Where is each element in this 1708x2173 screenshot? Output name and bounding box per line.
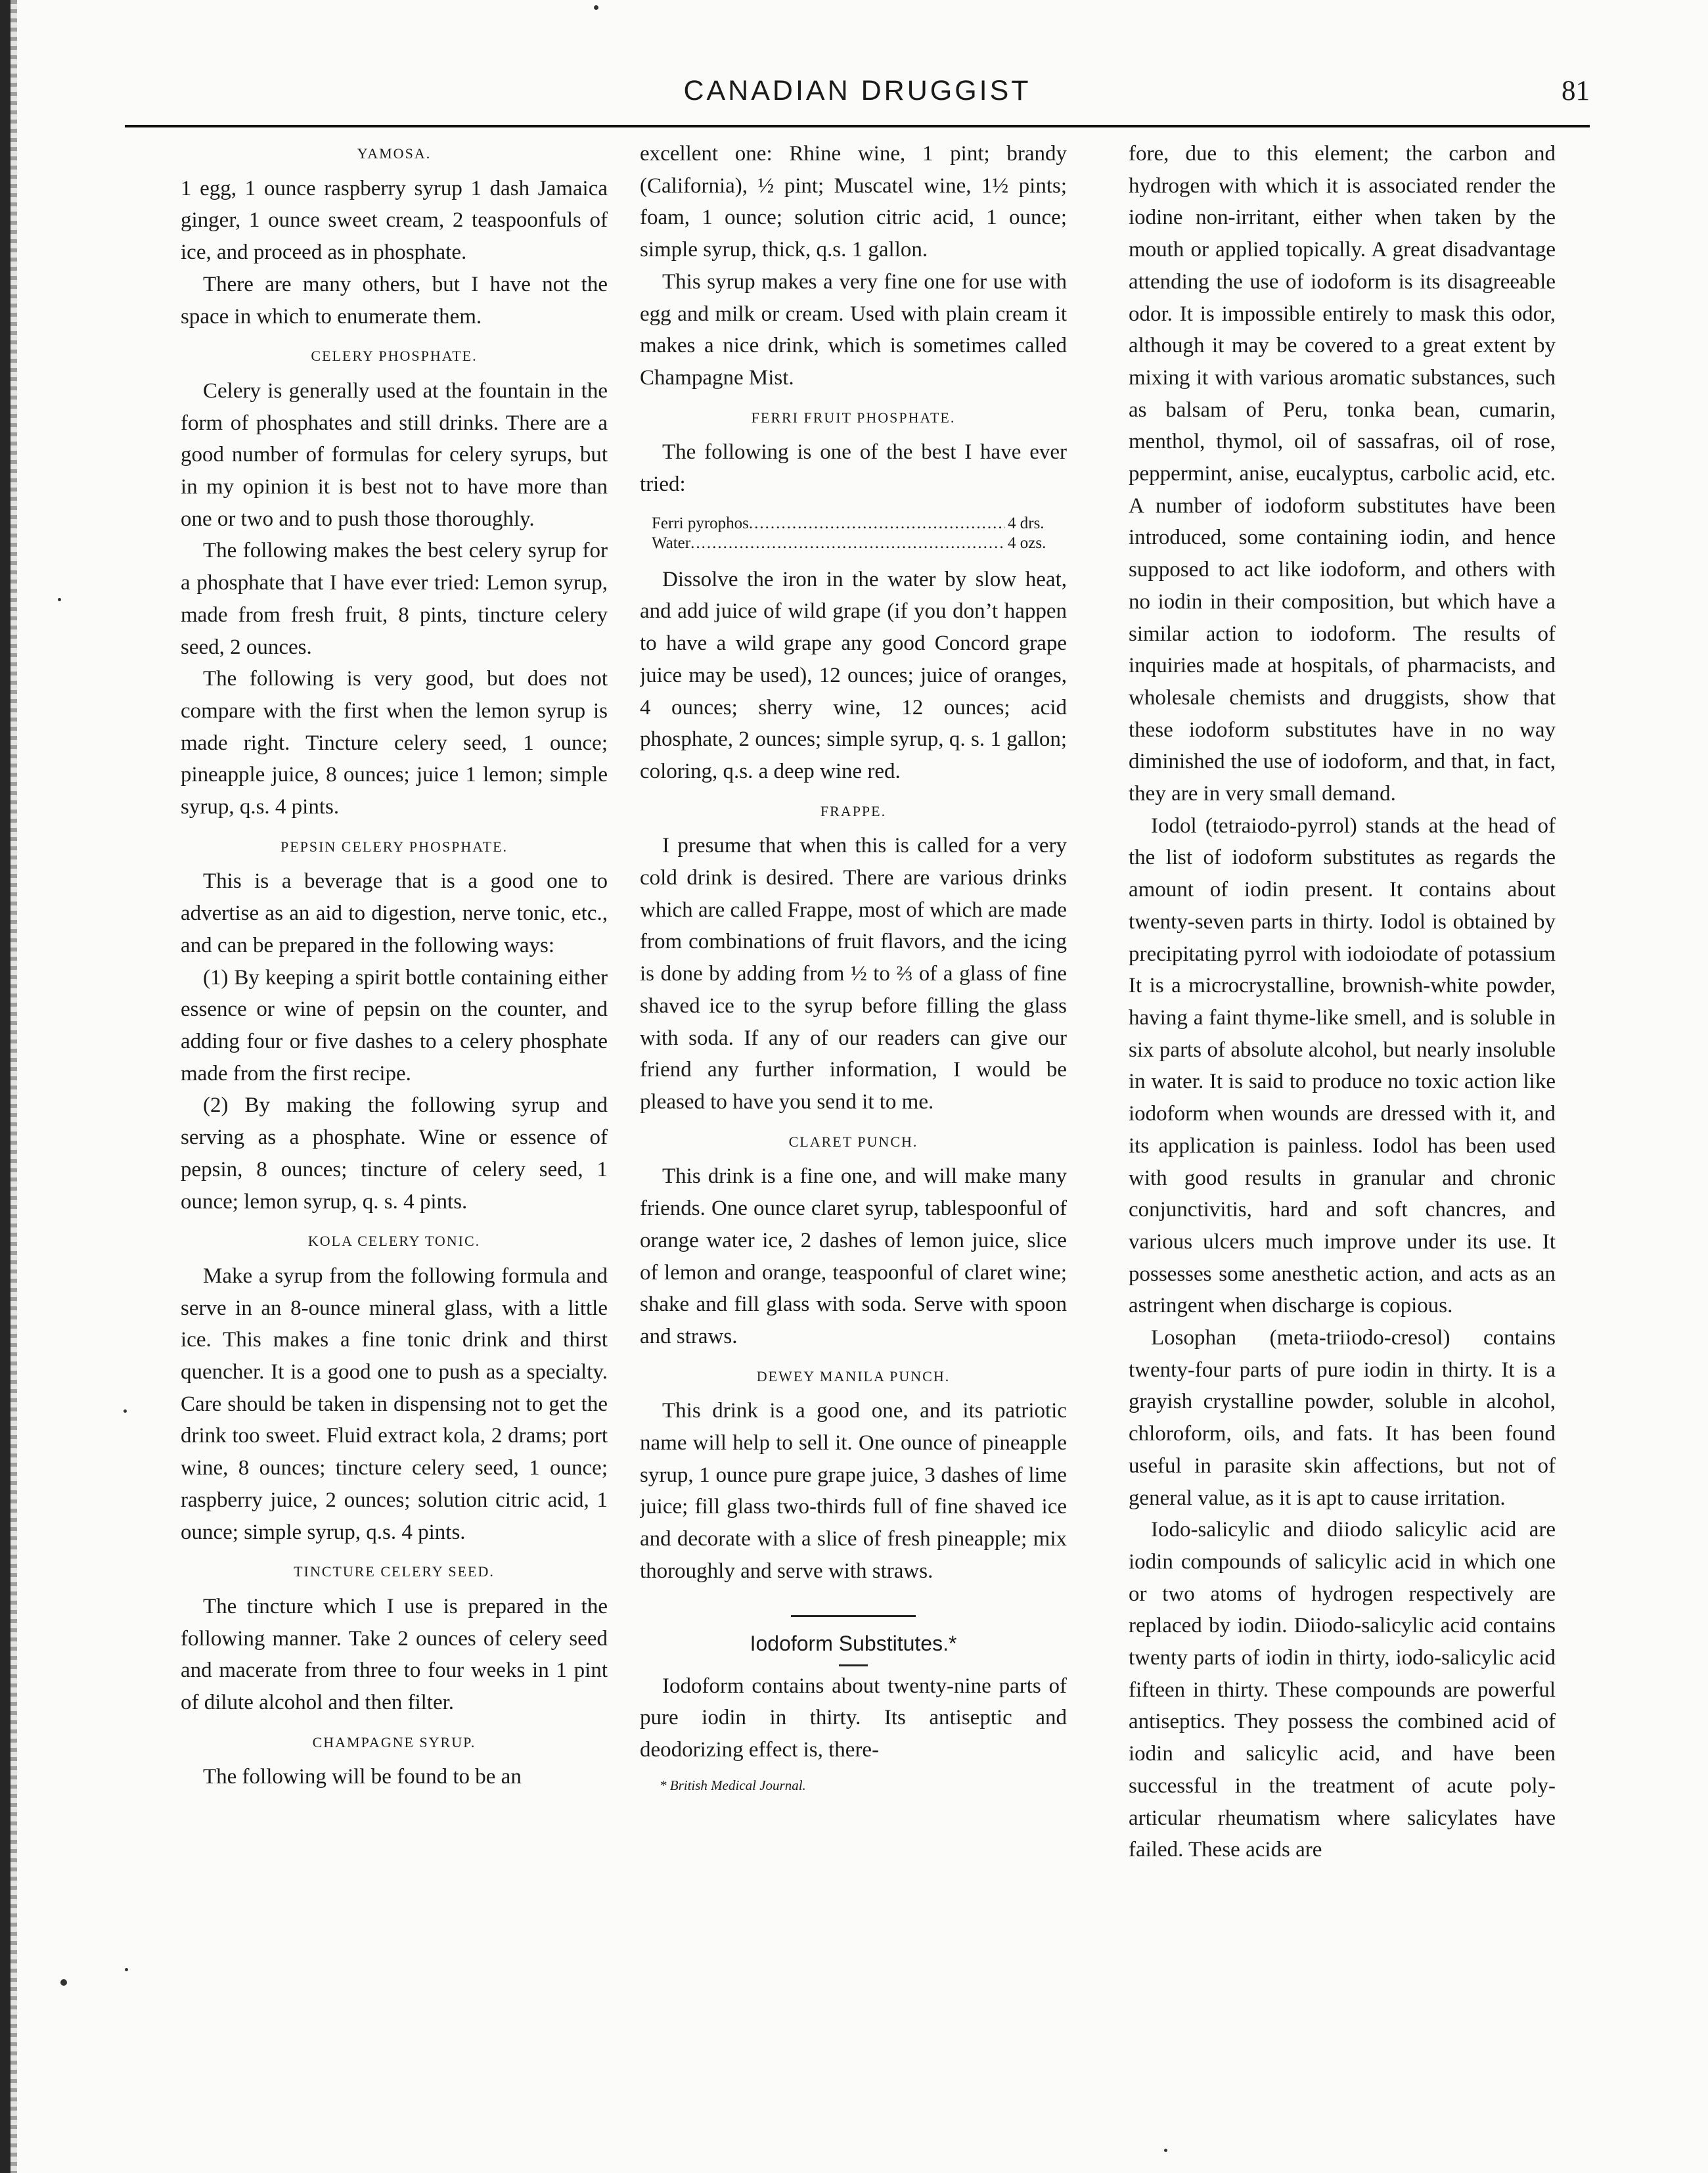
paragraph: The following makes the best celery syrup for a phosphate that I have ever tried: Lemon syrup, made from fresh fruit, 8 pints, tincture celery seed, 2 ounces.: [181, 539, 608, 659]
section-heading-frappe: FRAPPE.: [820, 802, 887, 819]
section-heading-tincture-celery-seed: TINCTURE CELERY SEED.: [294, 1563, 495, 1580]
paragraph: Dissolve the iron in the water by slow heat, and add juice of wild grape (if you don’t happen to have a wild grape any good Concord grape juice may be used), 12 ounces; juice of oranges, 4 ounces; sherry wine, 12 ounces; acid phosphate, 2 ounces; simple syrup, q. s. 1 gallon; coloring, q.s. a deep wine red.: [640, 567, 1067, 783]
paragraph: The following is one of the best I have ever tried:: [640, 440, 1067, 497]
ingredient-quantity: 4 drs.: [1008, 514, 1045, 532]
formula-row: [652, 534, 1067, 553]
ingredient-quantity: 4 ozs.: [1008, 534, 1046, 552]
footnote: * British Medical Journal.: [660, 1777, 806, 1793]
paragraph: Make a syrup from the following formula and serve in an 8-ounce mineral glass, with a little ice. This makes a fine tonic drink and thirst quencher. It is a good one to push as a specialty. Care should be taken in dispensing not to get the drink too sweet. Fluid extract kola, 2 drams; port wine, 8 ounces; tincture celery seed, 1 ounce; raspberry juice, 2 ounces; solution citric acid, 1 ounce; simple syrup, q.s. 4 pints.: [181, 1264, 608, 1544]
section-heading-champagne-syrup: CHAMPAGNE SYRUP.: [312, 1733, 476, 1750]
header-rule: [125, 125, 1590, 127]
section-heading-ferri-fruit-phosphate: FERRI FRUIT PHOSPHATE.: [751, 409, 956, 426]
paragraph: This is a beverage that is a good one to advertise as an aid to digestion, nerve tonic, etc., and can be prepared in the following ways:: [181, 869, 608, 957]
dot-leader: [690, 534, 1005, 553]
formula-row: [652, 514, 1067, 534]
section-heading-claret-punch: CLARET PUNCH.: [788, 1133, 918, 1150]
print-speck: [124, 1409, 127, 1413]
paragraph: Losophan (meta-triiodo-cresol) contains twenty-four parts of pure iodin in thirty. It is a grayish crystalline powder, soluble in alcohol, chloroform, oils, and fats. It has been found useful in parasite skin affections, but not of general value, as it is apt to cause irritation.: [1129, 1326, 1556, 1510]
title-dash-rule: [839, 1664, 868, 1666]
paragraph: (2) By making the following syrup and serving as a phosphate. Wine or essence of pepsin, 8 ounces; tincture of celery seed, 1 ounce; lemon syrup, q. s. 4 pints.: [181, 1093, 608, 1214]
section-heading-dewey-manila-punch: DEWEY MANILA PUNCH.: [756, 1367, 951, 1384]
ingredient-name: Water: [652, 534, 691, 552]
section-heading-kola-celery-tonic: KOLA CELERY TONIC.: [307, 1233, 481, 1250]
paragraph: Iodo-salicylic and diiodo salicylic acid are iodin compounds of salicylic acid in which one or two atoms of hydrogen respectively are replaced by iodin. Diiodo-salicylic acid contains twenty parts of iodin in thirty, iodo-salicylic acid fifteen in thirty. These compounds are powerful antiseptics. They possess the combined acid of iodin and salicylic acid, and have been successful in the treatment of acute poly-articular rheumatism where salicylates have failed. These acids are: [1129, 1518, 1556, 1862]
paragraph: Celery is generally used at the fountain in the form of phosphates and still drinks. There are a good number of formulas for celery syrups, but in my opinion it is best not to have more than one or two and to push those thoroughly.: [181, 378, 608, 531]
article-title: Iodoform Substitutes.*: [750, 1631, 957, 1655]
paragraph: The following is very good, but does not compare with the first when the lemon syrup is made right. Tincture celery seed, 1 ounce; pineapple juice, 8 ounces; juice 1 lemon; simple syrup, q.s. 4 pints.: [181, 667, 608, 819]
paragraph: The following will be found to be an: [203, 1765, 522, 1789]
dot-leader: [749, 514, 1005, 534]
page-number: 81: [1562, 76, 1590, 106]
paragraph: The tincture which I use is prepared in the following manner. Take 2 ounces of celery seed and macerate from three to four weeks in 1 pint of dilute alcohol and then filter.: [181, 1594, 608, 1715]
paragraph: I presume that when this is called for a very cold drink is desired. There are various drinks which are called Frappe, most of which are made from combinations of fruit flavors, and the icing is done by adding from ½ to ⅔ of a glass of fine shaved ice to the syrup before filling the glass with soda. If any of our readers can give our friend any further information, I would be pleased to have you send it to me.: [640, 834, 1067, 1114]
section-heading-pepsin-celery-phosphate: PEPSIN CELERY PHOSPHATE.: [280, 838, 508, 855]
ingredient-name: Ferri pyrophos: [652, 514, 749, 532]
paragraph: 1 egg, 1 ounce raspberry syrup 1 dash Jamaica ginger, 1 ounce sweet cream, 2 teaspoonfuls of ice, and proceed as in phosphate.: [181, 176, 608, 265]
print-speck: [58, 598, 61, 601]
section-heading-yamosa: YAMOSA.: [357, 145, 432, 162]
section-heading-celery-phosphate: CELERY PHOSPHATE.: [311, 348, 478, 365]
print-speck: [125, 1968, 128, 1971]
paragraph: (1) By keeping a spirit bottle containing either essence or wine of pepsin on the counter, and adding four or five dashes to a celery phosphate made from the first recipe.: [181, 965, 608, 1086]
print-speck: [1164, 2149, 1167, 2152]
paragraph: excellent one: Rhine wine, 1 pint; brandy (California), ½ pint; Muscatel wine, 1½ pints; foam, 1 ounce; solution citric acid, 1 ounce; simple syrup, thick, q.s. 1 gallon.: [640, 142, 1067, 262]
print-speck: [60, 1979, 67, 1986]
paragraph: There are many others, but I have not the space in which to enumerate them.: [181, 272, 608, 329]
paragraph: Iodol (tetraiodo-pyrrol) stands at the head of the list of iodoform substitutes as regards the amount of iodin present. It contains about twenty-seven parts in thirty. Iodol is obtained by precipitating pyrrol with iodoiodate of potassium It is a microcrystalline, brownish-white powder, having a faint thyme-like smell, and is soluble in six parts of absolute alcohol, but nearly insoluble in water. It is said to produce no toxic action like iodoform when wounds are dressed with it, and its application is painless. Iodol has been used with good results in granular and chronic conjunctivitis, hard and soft chancres, and various ulcers much improve under its use. It possesses some anesthetic action, and acts as an astringent when discharge is copious.: [1129, 813, 1556, 1318]
running-header: [125, 75, 1590, 114]
article-separator-rule: [791, 1615, 916, 1617]
paragraph: This drink is a good one, and its patriotic name will help to sell it. One ounce of pineapple syrup, 1 ounce pure grape juice, 3 dashes of lime juice; fill glass two-thirds full of fine shaved ice and decorate with a slice of fresh pineapple; mix thoroughly and serve with straws.: [640, 1399, 1067, 1583]
paragraph: This syrup makes a very fine one for use with egg and milk or cream. Used with plain cream it makes a nice drink, which is sometimes called Champagne Mist.: [640, 269, 1067, 390]
journal-title: CANADIAN DRUGGIST: [683, 75, 1031, 106]
book-spine-edge: [11, 0, 17, 2173]
paragraph: This drink is a fine one, and will make many friends. One ounce claret syrup, tablespoonful of orange water ice, 2 dashes of lemon juice, slice of lemon and orange, teaspoonful of claret wine; shake and fill glass with soda. Serve with spoon and straws.: [640, 1164, 1067, 1348]
formula-table: [652, 514, 1067, 553]
book-spine-shadow: [0, 0, 11, 2173]
paragraph: Iodoform contains about twenty-nine parts of pure iodin in thirty. Its antiseptic and deodorizing effect is, there-: [640, 1674, 1067, 1762]
print-speck: [594, 5, 598, 10]
column-1: [181, 138, 608, 2109]
column-2: [640, 138, 1067, 2109]
column-3: [1129, 138, 1556, 2109]
paragraph: fore, due to this element; the carbon and hydrogen with which it is associated render the iodine non-irritant, either when taken by the mouth or applied topically. A great disadvantage attending the use of iodoform is its disagreeable odor. It is impossible entirely to mask this odor, although it may be covered to a great extent by mixing it with various aromatic substances, such as balsam of Peru, tonka bean, cumarin, menthol, thymol, oil of sassafras, oil of rose, peppermint, anise, eucalyptus, carbolic acid, etc. A number of iodoform substitutes have been introduced, some containing iodin, and hence supposed to act like iodoform, and others with no iodin in their composition, but which have a similar action to iodoform. The results of inquiries made at hospitals, of pharmacists, and wholesale chemists and druggists, show that these iodoform substitutes have in no way diminished the use of iodoform, and that, in fact, they are in very small demand.: [1129, 142, 1556, 806]
